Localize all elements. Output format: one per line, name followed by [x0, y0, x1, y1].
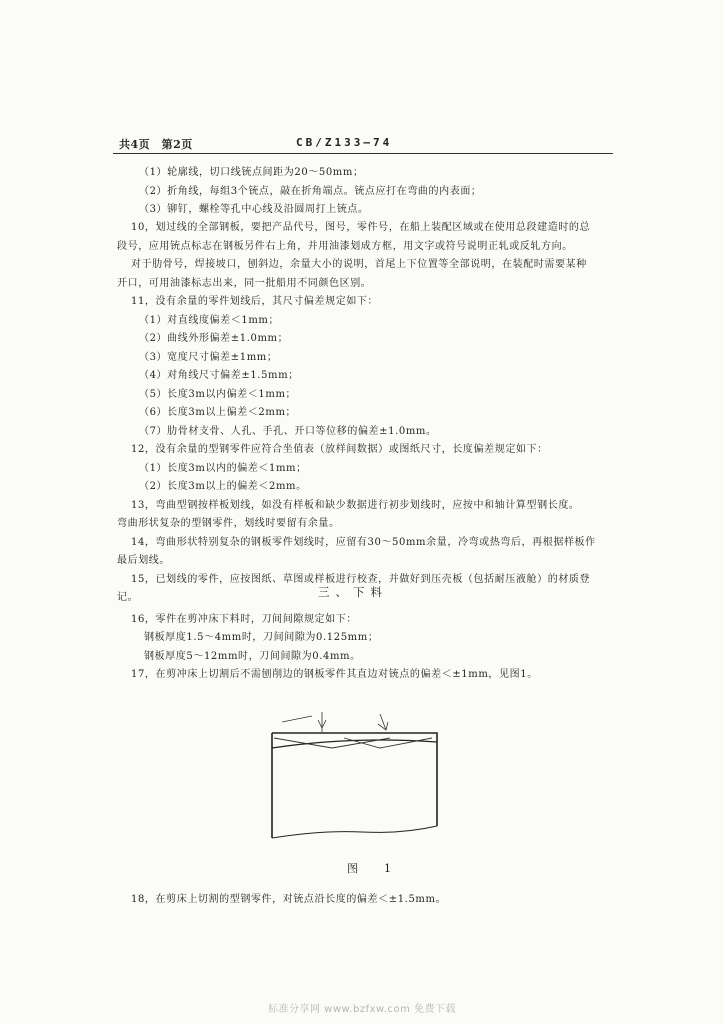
text-line: 11，没有余量的零件划线后，其尺寸偏差规定如下： — [131, 296, 379, 307]
figure-caption — [347, 860, 391, 876]
dimension-leader — [282, 716, 312, 722]
text-line: 13，弯曲型钢按样板划线，如没有样板和缺少数据进行初步划线时，应按中和轴计算型钢长度。 — [131, 500, 580, 511]
text-line: （4）对角线尺寸偏差±1.5mm； — [139, 370, 299, 381]
text-line: 18，在剪床上切割的型钢零件，对铳点沿长度的偏差＜±1.5mm。 — [131, 894, 447, 905]
text-line: （7）肋骨材支骨、人孔、手孔、开口等位移的偏差±1.0mm。 — [139, 426, 437, 437]
plate-break-line — [272, 826, 437, 838]
text-line: 16，零件在剪冲床下料时，刀间间隙规定如下： — [131, 614, 357, 625]
figure-1-drawing — [262, 708, 452, 848]
text-line: （6）长度3m以上偏差＜2mm； — [139, 407, 297, 418]
text-line: 钢板厚度5～12mm时，刀间间隙为0.4mm。 — [144, 651, 361, 662]
text-line: （3）宽度尺寸偏差±1mm； — [139, 352, 278, 363]
text-line: 15，已划线的零件，应按图纸、草图或样板进行校查，并做好到压壳板（包括耐压液舱）的材质登 — [131, 574, 591, 585]
text-line: 对于肋骨号，焊接坡口，刨斜边，余量大小的说明，首尾上下位置等全部说明，在装配时需要某种 — [131, 259, 587, 270]
text-line: （5）长度3m以内偏差＜1mm； — [139, 389, 297, 400]
figure-label: 图 — [347, 862, 358, 875]
text-line: 12，没有余量的型钢零件应符合坐值表（放样间数据）或图纸尺寸，长度偏差规定如下： — [131, 444, 548, 455]
header-rule — [113, 153, 613, 154]
page-count: 共4页 第2页 — [119, 138, 193, 151]
text-line: （1）轮廓线，切口线铳点间距为20～50mm； — [139, 167, 364, 178]
text-line: 14，弯曲形状特别复杂的钢板零件划线时，应留有30～50mm余量，冷弯或热弯后，再根据样板作 — [131, 537, 596, 548]
text-line: 段号，应用铳点标志在钢板另件右上角，并用油漆划成方框，用文字或符号说明正轧或反轧方向。 — [117, 241, 573, 252]
text-line: 最后划线。 — [117, 555, 170, 566]
standard-code: CB/Z133—74 — [296, 136, 393, 149]
arrow-icon — [378, 722, 388, 730]
section-title: 三、下料 — [318, 585, 388, 599]
figure-number: 1 — [384, 862, 391, 875]
text-line: （2）曲线外形偏差±1.0mm； — [139, 333, 289, 344]
text-line: 开口，可用油漆标志出来，同一批船用不同颜色区别。 — [117, 278, 372, 289]
text-line: 10，划过线的全部钢板，要把产品代号，图号，零件号，在船上装配区域或在使用总段建造时的总 — [131, 222, 591, 233]
text-line: 弯曲形状复杂的型钢零件，划线时要留有余量。 — [117, 518, 340, 529]
text-line: （2）长度3m以上的偏差＜2mm。 — [139, 481, 307, 492]
text-line: 记。 — [117, 592, 139, 603]
text-line: （1）对直线度偏差＜1mm； — [139, 315, 280, 326]
watermark-footer: 标准分享网 www.bzfxw.com 免费下载 — [268, 1004, 456, 1015]
text-line: （1）长度3m以内的偏差＜1mm； — [139, 463, 307, 474]
text-line: （3）铆钉，螺栓等孔中心线及沿圆周打上铳点。 — [139, 204, 369, 215]
text-line: 钢板厚度1.5～4mm时，刀间间隙为0.125mm； — [144, 632, 379, 643]
text-line: 17，在剪冲床上切割后不需刨削边的钢板零件其直边对铳点的偏差＜±1mm，见图1。 — [131, 669, 538, 680]
plate-top-right-edge — [272, 733, 437, 826]
text-line: （2）折角线，每组3个铳点，敲在折角端点。铳点应打在弯曲的内表面； — [139, 186, 482, 197]
